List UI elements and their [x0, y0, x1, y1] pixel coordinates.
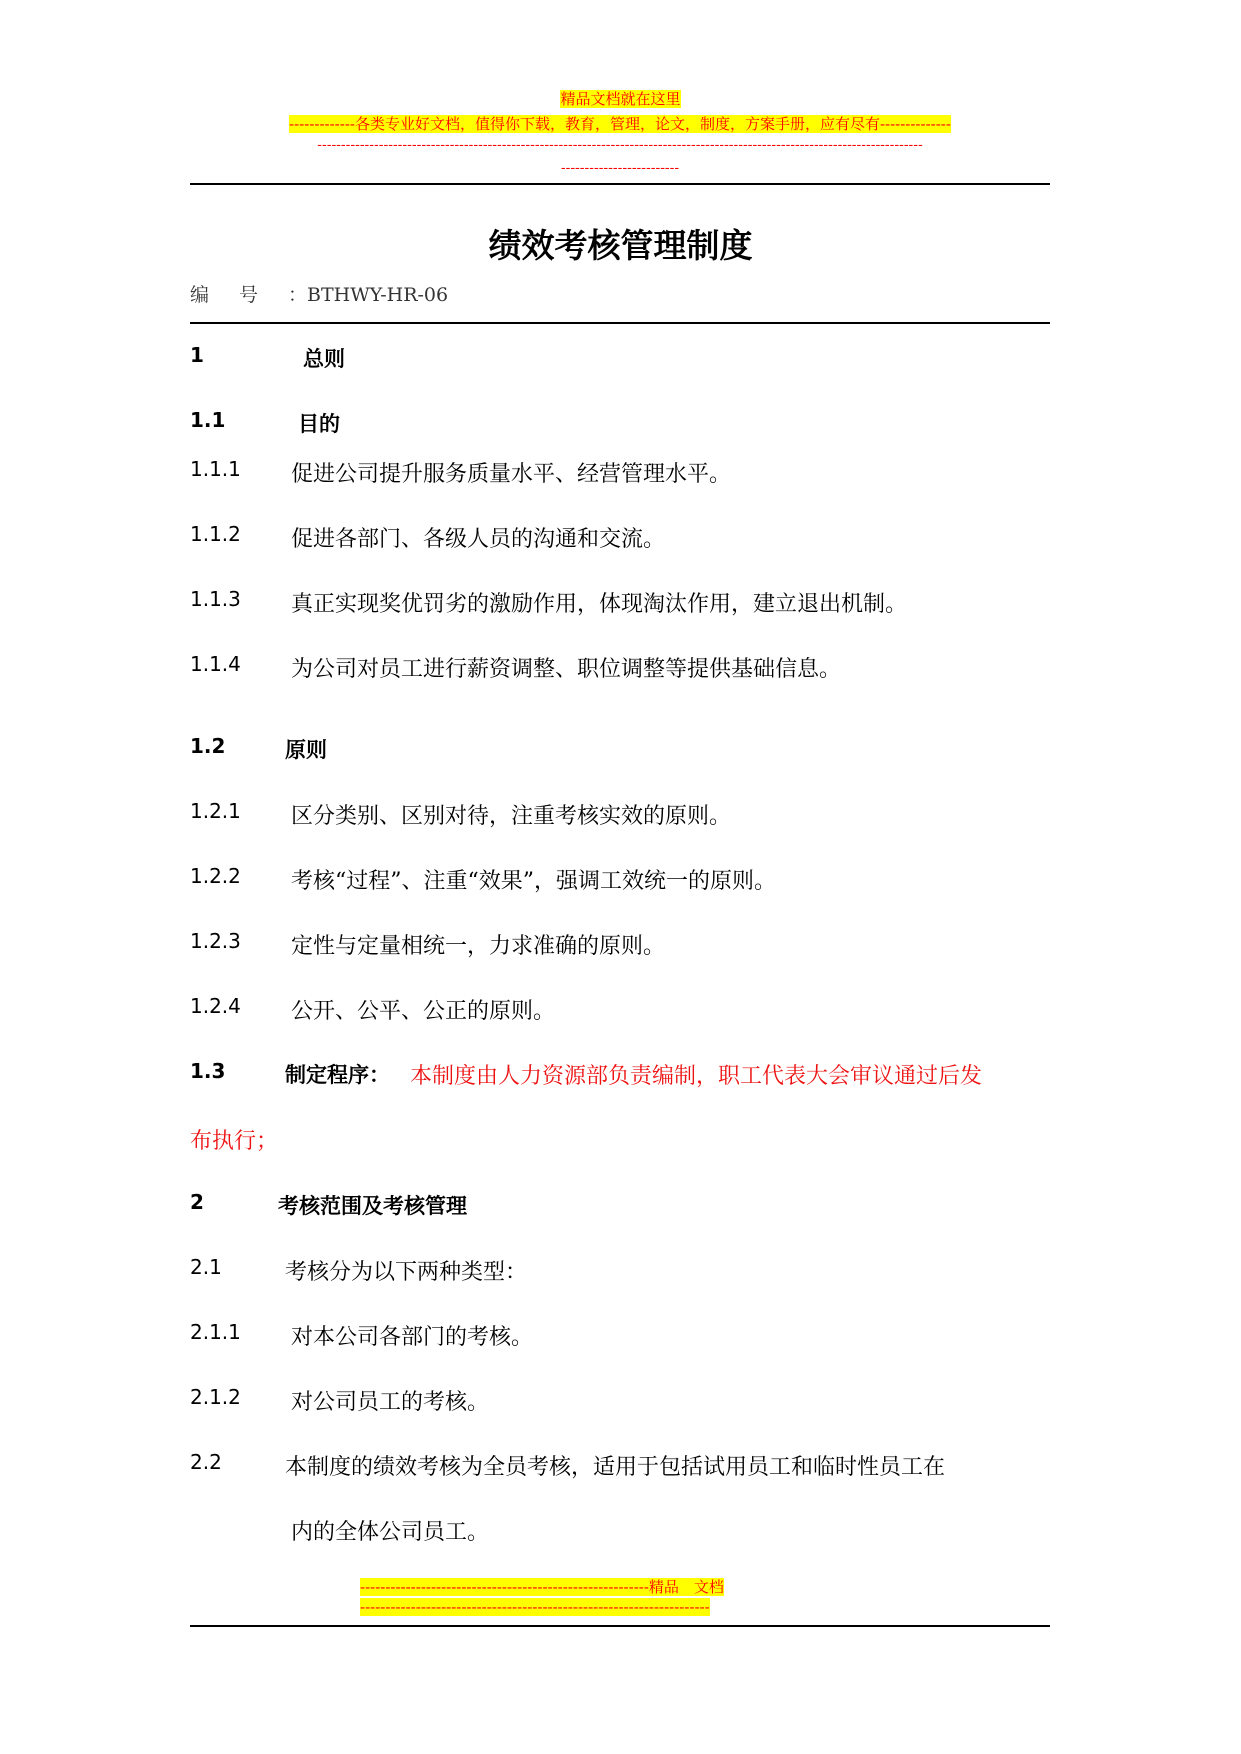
item-number: 2.1.2 [190, 1385, 241, 1409]
item-text: 对公司员工的考核。 [291, 1390, 490, 1415]
header-banner-title: 精品文档就在这里 [560, 90, 681, 108]
section-number: 1.3 [190, 1059, 226, 1083]
section-number: 2 [190, 1190, 204, 1214]
header-dash-line-short: ------------------------- [560, 160, 680, 176]
section-heading: 目的 [298, 412, 340, 436]
item-text: 促进各部门、各级人员的沟通和交流。 [291, 527, 666, 552]
document-number-label: 编号 [190, 284, 289, 306]
section-number: 1.2 [190, 734, 226, 758]
title-rule [190, 322, 1050, 324]
item-number: 1.1.1 [190, 457, 241, 481]
section-number: 1.1 [190, 408, 226, 432]
section-number: 1 [190, 343, 204, 367]
header-rule [190, 183, 1050, 185]
item-number: 1.1.4 [190, 652, 241, 676]
item-number: 1.2.1 [190, 799, 241, 823]
item-text: 定性与定量相统一，力求准确的原则。 [291, 934, 666, 959]
item-text-continued: 内的全体公司员工。 [291, 1520, 490, 1545]
item-text: 考核分为以下两种类型： [285, 1260, 528, 1285]
page-title: 绩效考核管理制度 [488, 226, 753, 265]
section-heading: 总则 [303, 347, 345, 371]
section-heading: 制定程序： [285, 1063, 390, 1087]
item-text: 公开、公平、公正的原则。 [291, 999, 556, 1024]
section-heading: 原则 [285, 738, 327, 762]
footer-dash-line: --------------------------------------------------------------------- [360, 1598, 710, 1616]
item-text: 真正实现奖优罚劣的激励作用，体现淘汰作用，建立退出机制。 [291, 592, 908, 617]
item-number: 1.2.2 [190, 864, 241, 888]
item-number: 1.2.4 [190, 994, 241, 1018]
item-number: 2.2 [190, 1450, 222, 1474]
procedure-text-continued: 布执行； [190, 1129, 279, 1154]
item-number: 1.2.3 [190, 929, 241, 953]
item-text: 为公司对员工进行薪资调整、职位调整等提供基础信息。 [291, 657, 842, 682]
item-number: 1.1.2 [190, 522, 241, 546]
document-number-value: ：BTHWY-HR-06 [288, 284, 449, 306]
item-text: 对本公司各部门的考核。 [291, 1325, 534, 1350]
footer-rule [190, 1625, 1050, 1627]
header-banner-slogan: -------------各类专业好文档，值得你下载，教育，管理，论文，制度，方案手册，应有尽有-------------- [289, 115, 951, 133]
item-number: 2.1 [190, 1255, 222, 1279]
item-text: 区分类别、区别对待，注重考核实效的原则。 [291, 804, 732, 829]
item-text: 考核“过程”、注重“效果”，强调工效统一的原则。 [291, 869, 776, 894]
item-number: 2.1.1 [190, 1320, 241, 1344]
item-number: 1.1.3 [190, 587, 241, 611]
section-heading: 考核范围及考核管理 [278, 1194, 467, 1218]
item-text: 本制度的绩效考核为全员考核，适用于包括试用员工和临时性员工在 [285, 1455, 946, 1480]
footer-banner: ---------------------------------------------------------精品 文档 [360, 1578, 724, 1596]
document-number [190, 280, 448, 307]
item-text: 促进公司提升服务质量水平、经营管理水平。 [291, 462, 732, 487]
header-dash-line: -------------------------------------------------------------------------------------------------------------------------------- [317, 137, 923, 153]
procedure-text: 本制度由人力资源部负责编制，职工代表大会审议通过后发 [410, 1064, 983, 1089]
